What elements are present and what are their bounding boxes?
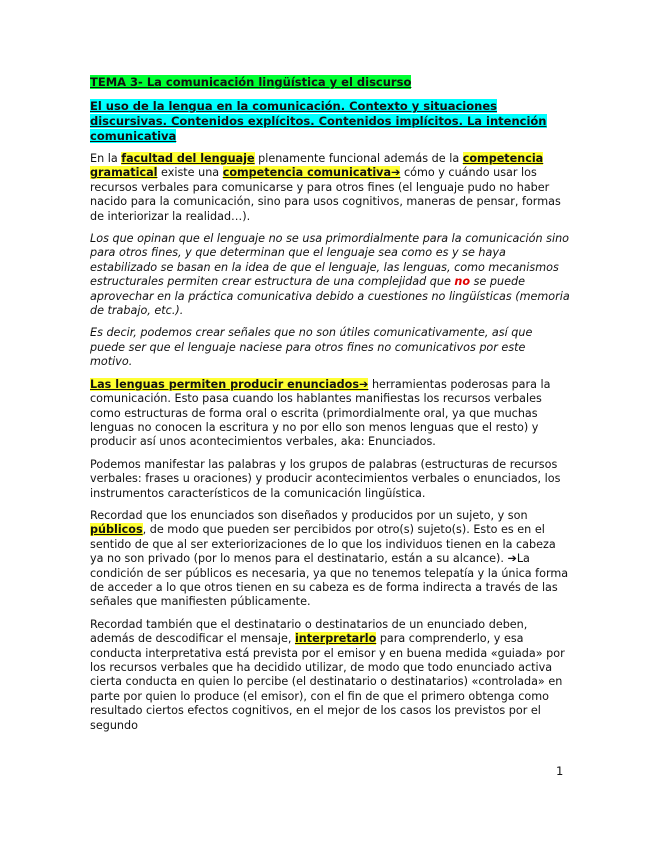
text-run: plenamente funcional además de la bbox=[254, 152, 463, 165]
text-run: se puede aprovechar en la práctica comunicativa debido a cuestiones no lingüísticas (memoria de trabajo, etc.). bbox=[90, 275, 570, 318]
text-run: Recordad también que el destinatario o destinatarios de un enunciado deben, además de descodificar el mensaje, bbox=[90, 617, 528, 646]
text-run: para comprenderlo, y esa conducta interpretativa está prevista por el emisor y en buena medida «guiada» por los recursos verbales que ha decidido utilizar, de modo que todo enunciado activa cierta conducta en quien lo percibe (el destinatario o destinatarios) «controlada» en parte por quien lo produce (el emisor), con el fin de que el primero obtenga como resultado ciertos efectos cognitivos, en el mejor de los casos los previstos por el segundo bbox=[90, 632, 565, 732]
highlight-lenguas-enunciados: Las lenguas permiten producir enunciados➔ bbox=[90, 377, 369, 391]
paragraph-7 bbox=[90, 618, 570, 733]
section-heading bbox=[90, 75, 570, 90]
paragraph-5: Podemos manifestar las palabras y los grupos de palabras (estructuras de recursos verbales: frases u oraciones) y producir acontecimientos verbales o enunciados, los instrumentos característicos de la comunicación lingüística. bbox=[90, 457, 561, 500]
text-run: Recordad que los enunciados son diseñados y producidos por un sujeto, y son bbox=[90, 508, 528, 522]
text-run: existe una bbox=[157, 166, 223, 180]
paragraph-1 bbox=[90, 152, 570, 224]
text-run: , de modo que pueden ser percibidos por otro(s) sujeto(s). Esto es en el sentido de que al ser exteriorizaciones de lo que los individuos tienen en la cabeza ya no son privado (por lo menos para el destinatario, están a su alcance). ➔La condición de ser públicos es necesaria, ya que no tenemos telepatía y la única forma de acceder a lo que otros tienen en su cabeza es de forma indirecta a través de las señales que manifiesten públicamente. bbox=[90, 523, 569, 609]
section-heading-text: TEMA 3- La comunicación lingüística y el discurso bbox=[90, 75, 412, 89]
text-run: cómo y cuándo usar los recursos verbales para comunicarse y para otros fines (el lenguaje pudo no haber nacido para la comunicación, sino para usos cognitivos, maneras de pensar, formas de interiorizar la realidad…). bbox=[90, 166, 561, 223]
highlight-facultad: facultad del lenguaje bbox=[121, 152, 255, 165]
paragraph-3: Es decir, podemos crear señales que no son útiles comunicativamente, así que puede ser que el lenguaje naciese para otros fines no comunicativos por este motivo. bbox=[90, 326, 533, 369]
paragraph-4 bbox=[90, 378, 570, 450]
emphasis-no: no bbox=[454, 275, 471, 289]
highlight-competencia-comunicativa: competencia comunicativa➔ bbox=[222, 166, 401, 180]
paragraph-6 bbox=[90, 509, 570, 610]
text-run: En la bbox=[90, 152, 122, 165]
highlight-interpretarlo: interpretarlo bbox=[294, 632, 377, 646]
text-run: herramientas poderosas para la comunicación. Esto pasa cuando los hablantes manifiestas los recursos verbales como estructuras de forma oral o escrita (primordialmente oral, ya que muchas lenguas no conocen la escritura y no por ello son menos lenguas que el resto) y producir así unos acontecimientos verbales, aka: Enunciados. bbox=[90, 377, 551, 449]
highlight-publicos: públicos bbox=[90, 523, 143, 537]
subsection-heading bbox=[90, 99, 570, 144]
page-number: 1 bbox=[556, 764, 564, 778]
highlight-competencia-gramatical: competencia gramatical bbox=[90, 152, 544, 180]
page-content bbox=[90, 75, 570, 741]
text-run: Los que opinan que el lenguaje no se usa primordialmente para la comunicación sino para otros fines, y que determinan que el lenguaje sea como es y se haya estabilizado se basan en la idea de que el lenguaje, las lenguas, como mecanismos estructurales permiten crear estructura de una complejidad que bbox=[90, 232, 570, 289]
subsection-heading-text: El uso de la lengua en la comunicación. Contexto y situaciones discursivas. Contenidos explícitos. Contenidos implícitos. La intención comunicativa bbox=[90, 99, 547, 143]
paragraph-2 bbox=[90, 232, 570, 318]
